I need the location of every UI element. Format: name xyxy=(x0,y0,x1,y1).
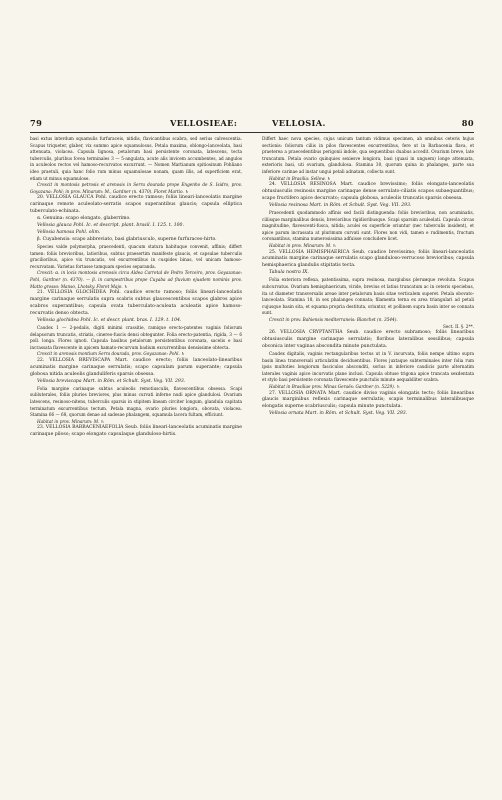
paragraph: Crescit in montosis petrosis et arenosis in Serra dourada prope Engenho de S. Isidro, prov. Goyazana: Pohl; in prov. Minarum: M., Gardner (n. 4370). Floret Martio. ♄ xyxy=(30,182,242,194)
paragraph: Vellosia glochidea Pohl. Ic. et descr. plant. bras. I. 129. t. 104. xyxy=(37,317,182,323)
paragraph: Species valde polymorpha, praecedenti, quacum statura habituque convenit, affinis; differt tamen: foliis brevioribus, latioribus, subtus praesertim manifeste glaucis, et capsulae tuberculis gracilioribus, apice vix truncatis, vel excurrentibus in cuspides binas, vel unicam hamoso-recurvatam. Varietas fortasse tamquam species separanda. xyxy=(30,244,242,269)
header-rule xyxy=(30,132,474,133)
paragraph: Differt haec nova species, cujus unicum tantum vidimus specimen, ab omnibus ceteris hujus sectionis: foliorum ciliis in pilos flavescentes excurrentibus, fere ut in Barbacenia flava, et praeterea a praecedentibus perigonii indole, qua sequentibus duabus accedit. Ovarium breve, late truncatum. Petala ovario quinquies sexiesve longiora, basi (quasi in unguem) longe attenuata, exterioris basi, uti ovarium, glandulosa. Stamina 30, quorum quina in phalanges, parte sua inferiore carinae ad instar ungui petali adnatam, collecta sunt. xyxy=(262,136,474,174)
paragraph: Crescit in arenosis montium Serra dourada, prov. Goyazanae: Pohl. ♄ xyxy=(37,351,185,357)
paragraph: 24. VELLOSIA RESINOSA Mart. caudice brevissimo; foliis elongato-lanceolatis obtusiusculis resinosis margine carinaque dense serrulato-ciliatis scapos subaequantibus; scapo fructifero apice decurvato; capsula globosa, aculeolis truncatis sparsis obsessa. xyxy=(262,182,474,202)
right-text-column xyxy=(262,136,474,418)
paragraph: 25. VELLOSIA HEMISPHAERICA Seub. caudice brevissimo; foliis lineari-lanceolatis acuminatis margine carinaque serrulatis scapo glanduloso-verrucoso brevioribus; capsula hemisphaerica glandulis stipitatis tecta. xyxy=(262,249,474,269)
paragraph: Habitat in prov. Minarum: M. ♄ xyxy=(269,242,337,248)
running-header xyxy=(30,118,474,130)
paragraph: Folia exteriora reflexa, patentissima, supra resinosa, margiubus pleruмque revoluta. Scapus subcurvatus. Ovarium hemisphaericum, viride, brevius et latius truncatum ac in ceteris speciebus, ita ut diameter transversalis areae inter petalorum basis sitae verticalem superet. Petala obovato-lanceolata. Stamina 18, in sex phalanges connata; filamenta terna ex area triangulari ad petali cujusque basin sita, et squama propria destituta, oriuntur, et pollinem supra basin inter se connata sunt. xyxy=(262,277,474,316)
paragraph: 21. VELLOSIA GLOCHIDEA Pohl. caudice erecto ramoso; foliis lineari-lanceolatis margine carinaque serrulatis supra scabris subtus glaucescentibus scapos glabros apice scabros superantibus; capsula ovata tuberculatо-aculeata aculeatis apice hamoso-recurvatis denso obtecta. xyxy=(30,290,242,317)
paragraph: Habitat in Brasilia: Sellow. ♄ xyxy=(269,175,331,181)
paragraph: Vellosia hamosa Pohl. olim. xyxy=(37,230,101,236)
paragraph: basi extus interdum squamulis furfuraceis, nitidis, flavicantibus scabra, sed serius calvescentia. Scapus triqueter, glaber, vix summo apice squamulosus. Petala maxima, oblongo-lanceolata, basi attenuata, violacea. Capsula lignosa, petalorum basi persistente coronata, latescens, tecta tuberculis, pluribus fovea terminales 3 — 5-angulata, acute alis invicem accumbentes, ad angulos in aculeolos rectos vel hamoso-recurvatos excurrunt. — Nomen Martianum spitiosinum Pohliano ideo praetuli, quia hanc folio rum minus squamulosae nonam, quam illis, ad superficiem erat, etiam ut minus squamulose. xyxy=(30,136,242,181)
right-running-title: VELLOSIA. xyxy=(272,118,326,128)
paragraph: Vellosia ornata Mart. in Röm. et Schult. Syst. Veg. VII. 293. xyxy=(269,411,408,417)
paragraph: Caudex digitalis, vaginis rectangularibus tectus ut in V. incurvata, foliis nempe ultimo supra basin linea transversali articulatim deciduentibus. Flores juxtaque subterminales inter folia rum ipsis multoties longiorum fasciculos absconditi, sorius in inferiore caudicis parte alternatim laterales vaginis apice incurvatis plane inclusi. Capsula obtuse trigona apice truncata sexdentata et stylo basi persistente coronata flavescente punctulis minute aequabiliter scabra. xyxy=(262,350,474,383)
paragraph: Crescit in prov. Bahiensis mediterraneis: Blanchet (n. 3544). xyxy=(269,316,398,322)
paragraph: 20. VELLOSIA GLAUCA Pohl. caudice erecto ramoso; foliis lineari-lanceolatis margine carinaque remote aculeolato-serratis scapos superantibus glaucis; capsula elliptica tuberculato-echinata. xyxy=(30,195,242,215)
paragraph: Vellosia resinosa Mart. in Röm. et Schult. Syst. Veg. VII. 293. xyxy=(269,203,412,209)
left-page-number: 79 xyxy=(30,118,43,128)
right-page-number: 80 xyxy=(461,118,474,128)
paragraph: 23. VELLOSIA BARBACENIAEFOLIA Seub. foliis lineari-lanceolatis acuminatis margine carinaque piloso; scapo elongato capsulaque glanduloso-hirtis. xyxy=(30,425,242,438)
paragraph: 27. VELLOSIA ORNATA Mart. caudice diviso vaginis elongatis tecto; foliis linearibus glaucis marginibus reflexis carinaque serrulatis; scapis terminalibus lateralibusque elongatis superne scabriusculis; capsula minute punctulata. xyxy=(262,390,474,410)
paragraph: Vellosia glauca Pohl. Ic. et descript. plant. brasil. I. 125. t. 100. xyxy=(37,223,184,229)
paragraph: Praecedenti quodammodo affinis sed facili distinguenda: foliis brevioribus, non acuminatis, ciliisque marginalibus densis, brevioribus rigidioribusque. Scapi sparsim aculeolati. Capsula circas magnitudine, flavescenti-fusca, nitida; aculei ex superficie oriuntur (nec tuberculis insident), et apice parum incrassata at plurimum curvati sunt. Flores non vidi, tamen e rudimentis, fructum coronantibus, stamina numerosissima adfuisse concludere licet. xyxy=(262,209,474,242)
paragraph: Sect. II. §. 2**. xyxy=(443,323,474,329)
paragraph: β. Cuyabensis: scapo abbreviato, basi glabriusculo, superne furfuraceo-hirto. xyxy=(37,237,217,243)
paragraph: Folia margine carinaque subtus aculeolis remotiusculis, flavescentibus obsessa. Scapi subluterales, foliis pluries breviores, plus minus curvati inferne nudi apice glandulosi. Ovarium latescens, resinoso-nitens, tuberculis sparsis in stipitem lineam circiter longum, glandula capitata terminatum excurrentibus tectum. Petala magna, ovario pluries longiora, obovata, violacea. Stamina 66 — 68, quorum denae ad sadesae phalangem, squamula lacera fultam, efficiunt. xyxy=(30,385,242,418)
paragraph: 22. VELLOSIA BREVISCAPA Mart. caudice erecto; foliis lanceolato-linearibus acuminatis margine carinaque serrulatis; scapo capsulam parum superante; capsula globosa nitida aculeolis glandulíferis sparsis obsessa. xyxy=(30,357,242,377)
left-running-title: VELLOSIEAE: xyxy=(170,118,238,128)
paragraph: α. Genuina: scapo elongato, glaberrimo. xyxy=(37,216,131,222)
paragraph: Vellosia breviscapa Mart. in Röm. et Schult. Syst. Veg. VII. 293. xyxy=(37,378,186,384)
paragraph: Habitat in prov. Minarum: M. ♄ xyxy=(37,418,105,424)
paragraph: Caudex 1 — 2-pedalis, digiti minimi crassitie, ramique erecto-patentes vaginis foliorum delapsorum truncatis, striatis, cinereo-fuscis densi obtegunter. Folia erecto-patentia, rigida, 3 — 6 poll. longa. Flores ignoti. Capsula basibus petalorum persistentibus coronata, sacelis e basi incrassata flavescente in apicem hamato-recurvum badium excurrentibus densissime obtecta. xyxy=(30,324,242,350)
paragraph: 26. VELLOSIA CRYPTANTHA Seub. caudice erecto subramoso; foliis linearibus obtusiusculis margine carinaque serrulatis; floribus lateralibus sessilibus; capsula obconica inter vaginas abscondita minute punctulata. xyxy=(262,330,474,349)
paragraph: Crescit: α. in locis montosis arenosis circa Aldea Carretal de Pedro Terceiro, prov. Goyazanae: Pohl, Gardner (n. 4370). — β. in campestribus prope Cuyaba ad fluvium ejusdem nominis prov. Matto grosso: Manso, Lhotsky. Floret Majo. ♄ xyxy=(30,270,242,289)
left-text-column xyxy=(30,136,242,439)
paragraph: Habitat in Brasiliae prov. Minas Geraës: Gardner (n. 5229). ♄ xyxy=(269,383,401,389)
paragraph: Tabula nostra IX. xyxy=(269,270,309,276)
